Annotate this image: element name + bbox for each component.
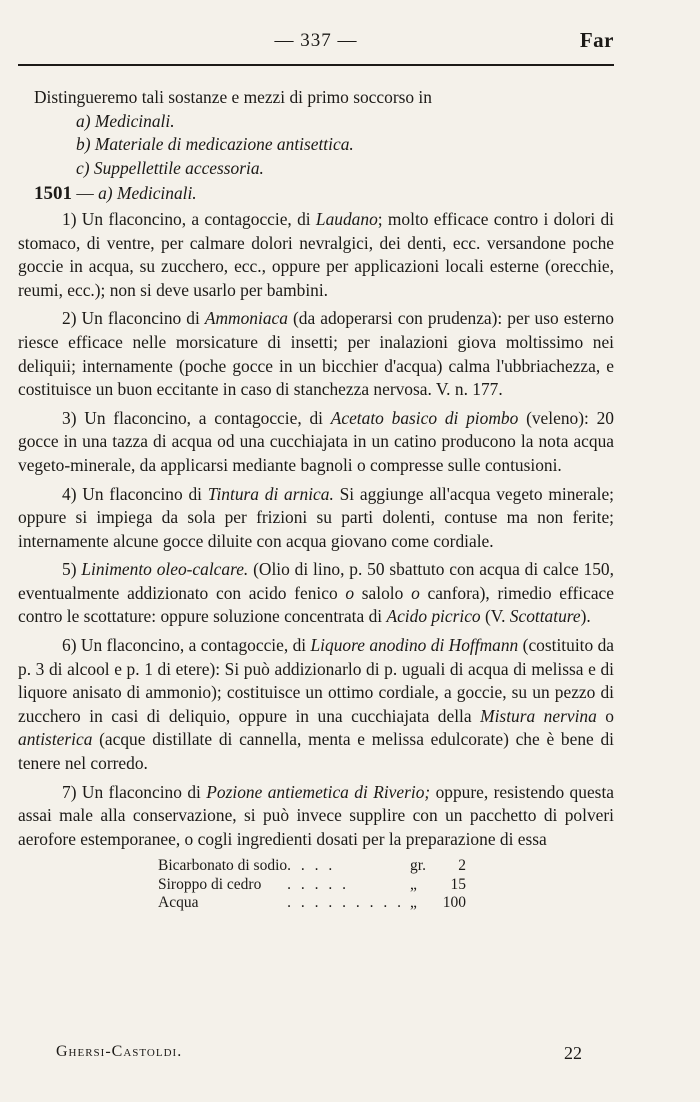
leader-dots: . . . . . bbox=[287, 875, 350, 893]
list-item-materiale: b) Materiale di medicazione antisettica. bbox=[76, 134, 354, 155]
ingredient-unit: „ bbox=[410, 875, 417, 893]
page-footer bbox=[56, 1043, 582, 1061]
author-name: Ghersi-Castoldi. bbox=[56, 1043, 183, 1060]
ingredient-unit: gr. bbox=[410, 857, 426, 875]
paragraph-hoffmann: 6) Un flaconcino, a contagoccie, di Liquore anodino di Hoffmann (costituito da p. 3 di alcool e p. 1 di etere): Si può addizionarlo di p. uguali di acqua di melissa e di liquore anisato di ammonio); costituisce un ottimo cordiale, a goccie, su un pezzo di zucchero in casi di deliquio, oppure in una cucchiajata della Mistura nervina o antisterica (acque distillate di cannella, menta e melissa edulcorate) che è bene di tenere nel corredo. bbox=[18, 635, 615, 774]
paragraph-acetato: 3) Un flaconcino, a contagoccie, di Acetato basico di piombo (veleno): 20 gocce in una tazza di acqua od una cucchiajata in un catino producono la nota acqua vegeto-minerale, da applicarsi mediante bagnoli o compresse sulle contusioni. bbox=[18, 407, 615, 475]
ingredient-quantity: 2 bbox=[458, 857, 467, 875]
page-number: — 337 — bbox=[274, 30, 358, 51]
leader-dots: . . . . bbox=[287, 857, 336, 875]
ingredient-name: Bicarbonato di sodio bbox=[158, 857, 288, 875]
list-item-medicinali: a) Medicinali. bbox=[76, 110, 175, 131]
ingredient-quantity: 15 bbox=[450, 875, 467, 893]
paragraph-linimento: 5) Linimento oleo-calcare. (Olio di lino, p. 50 sbattuto con acqua di calce 150, eventualmente addizionato con acido fenico o salolo o canfora), rimedio efficace contro le scottature: oppure soluzione concentrata di Acido picrico (V. Scottature). bbox=[18, 559, 614, 627]
paragraph-riverio: 7) Un flaconcino di Pozione antiemetica di Riverio; oppure, resistendo questa assai male alla conservazione, si può invece supplire con un pacchetto di polveri aerofore estemporanee, o cogli ingredienti dosati per la preparazione di essa bbox=[18, 781, 614, 849]
recipe-row bbox=[158, 894, 466, 913]
paragraph-ammoniaca: 2) Un flaconcino di Ammoniaca (da adoperarsi con prudenza): per uso esterno riesce efficace nelle morsicature di insetti; per inalazioni giova moltissimo nei deliquii; internamente (poche gocce in un bicchier d'acqua) calma l'ubbriachezza, e costituisce un buon eccitante in caso di stanchezza nervosa. V. n. 177. bbox=[18, 308, 614, 400]
signature-mark: 22 bbox=[564, 1043, 582, 1063]
paragraph-arnica: 4) Un flaconcino di Tintura di arnica. Si aggiunge all'acqua vegeto minerale; oppure si impiega da sola per frizioni su parti dolenti, contuse ma non ferite; internamente alcune gocce diluite con acqua giovano come cordiale. bbox=[18, 483, 614, 551]
ingredient-quantity: 100 bbox=[442, 894, 467, 912]
recipe-row bbox=[158, 876, 466, 895]
recipe-row bbox=[158, 857, 466, 876]
ingredient-name: Acqua bbox=[158, 894, 199, 912]
section-number: 1501 bbox=[34, 183, 72, 205]
page-body bbox=[18, 86, 614, 913]
recipe-table bbox=[158, 857, 466, 913]
running-header bbox=[18, 28, 614, 66]
leader-dots: . . . . . . . . . bbox=[287, 894, 405, 912]
ingredient-name: Siroppo di cedro bbox=[158, 875, 262, 893]
intro-sentence: Distingueremo tali sostanze e mezzi di primo soccorso in bbox=[34, 87, 432, 107]
paragraph-laudano: 1) Un flaconcino, a contagoccie, di Laudano; molto efficace contro i dolori di stomaco, di ventre, per calmare dolori nevralgici, dei denti, ecc. versandone poche goccie in acqua, su zucchero, ecc., oppure per applicazioni locali esterne (orecchie, reumi, ecc.); non si deve usarlo per bambini. bbox=[18, 208, 614, 300]
ingredient-unit: „ bbox=[410, 894, 417, 912]
header-keyword: Far bbox=[579, 28, 614, 52]
section-heading: 1501 — a) Medicinali. bbox=[34, 183, 197, 205]
list-item-suppellettile: c) Suppellettile accessoria. bbox=[76, 157, 264, 178]
